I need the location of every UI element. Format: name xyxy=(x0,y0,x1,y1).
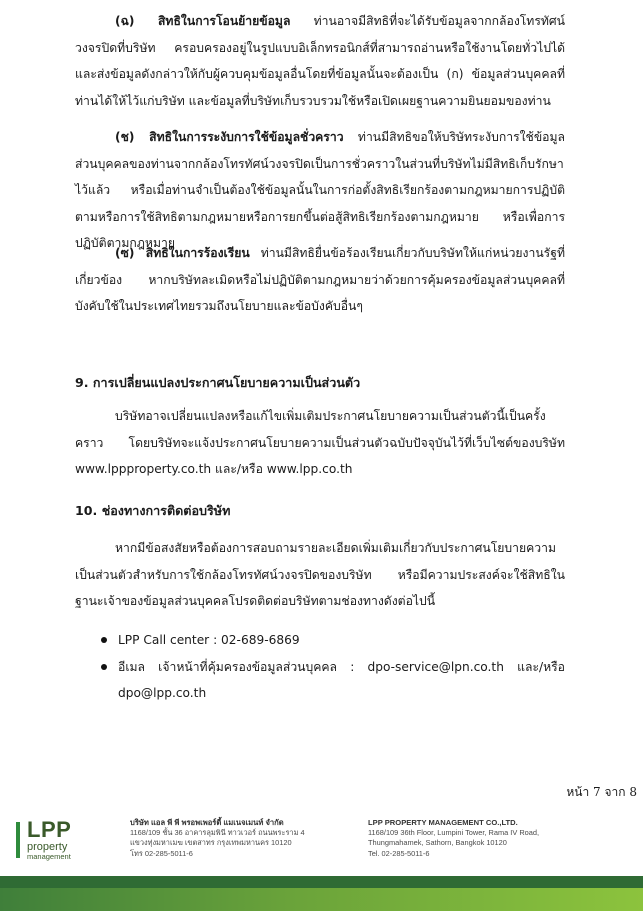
right-restrict-processing-paragraph xyxy=(75,124,565,257)
logo-subtitle: property xyxy=(27,841,68,853)
thai-address-phone: โทร 02-285-5011-6 xyxy=(130,848,193,858)
contact-call-center-text: LPP Call center : 02-689-6869 xyxy=(118,633,300,647)
right-complaint-title: (ซ) สิทธิในการร้องเรียน xyxy=(115,246,250,260)
contact-email xyxy=(75,654,565,707)
logo-bar-icon xyxy=(16,822,20,858)
thai-address-block xyxy=(130,818,345,859)
bullet-icon xyxy=(101,664,107,670)
lpp-logo xyxy=(16,817,111,865)
thai-address-line-2: แขวงทุ่งมหาเมฆ เขตสาทร กรุงเทพมหานคร 10120 xyxy=(130,838,292,848)
thai-company-name: บริษัท แอล พี พี พรอพเพอร์ตี้ แมเนจเมนท์ จำกัด xyxy=(130,818,284,827)
english-address-line-2: Thungmahamek, Sathorn, Bangkok 10120 xyxy=(368,838,507,848)
english-address-block xyxy=(368,818,618,859)
page-number: หน้า 7 จาก 8 xyxy=(566,785,637,799)
english-address-line-1: 1168/109 36th Floor, Lumpini Tower, Rama IV Road, xyxy=(368,828,540,838)
footer-band-light xyxy=(0,888,643,911)
section-9-heading: 9. การเปลี่ยนแปลงประกาศนโยบายความเป็นส่วนตัว xyxy=(75,375,361,390)
logo-wordmark: LPP xyxy=(27,817,72,842)
english-company-name: LPP PROPERTY MANAGEMENT CO.,LTD. xyxy=(368,818,518,827)
contact-list xyxy=(75,627,565,707)
right-data-portability-text: ท่านอาจมีสิทธิที่จะได้รับข้อมูลจากกล้องโทรทัศน์วงจรปิดที่บริษัท ครอบครองอยู่ในรูปแบบอิเล็กทรอนิกส์ที่สามารถอ่านหรือใช้งานโดยทั่วไปได้และส่งข้อมูลดังกล่าวให้กับผู้ควบคุมข้อมูลอื่นโดยที่ข้อมูลนั้นจะต้องเป็น (ก) ข้อมูลส่วนบุคคลที่ท่านได้ให้ไว้แก่บริษัท และข้อมูลที่บริษัทเก็บรวบรวมใช้หรือเปิดเผยฐานความยินยอมของท่าน xyxy=(75,14,565,108)
logo-subtitle-small: management xyxy=(27,852,71,861)
contact-email-text: อีเมล เจ้าหน้าที่คุ้มครองข้อมูลส่วนบุคคล : dpo-service@lpn.co.th และ/หรือ dpo@lpp.co.th xyxy=(118,659,565,700)
right-complaint-text: ท่านมีสิทธิยื่นข้อร้องเรียนเกี่ยวกับบริษัทให้แก่หน่วยงานรัฐที่เกี่ยวข้อง หากบริษัทละเมิดหรือไม่ปฏิบัติตามกฎหมายว่าด้วยการคุ้มครองข้อมูลส่วนบุคคลที่บังคับใช้ในประเทศไทยรวมถึงนโยบายและข้อบังคับอื่นๆ xyxy=(75,246,565,313)
right-data-portability-title: (ฉ) สิทธิในการโอนย้ายข้อมูล xyxy=(115,14,291,28)
contact-call-center xyxy=(75,627,565,654)
section-10-body xyxy=(75,535,565,615)
right-complaint-paragraph xyxy=(75,240,565,320)
right-restrict-processing-title: (ช) สิทธิในการระงับการใช้ข้อมูลชั่วคราว xyxy=(115,130,344,144)
right-restrict-processing-text: ท่านมีสิทธิขอให้บริษัทระงับการใช้ข้อมูลส่วนบุคคลของท่านจากกล้องโทรทัศน์วงจรปิดเป็นการชั่วคราวในส่วนที่บริษัทไม่มีสิทธิเก็บรักษาไว้แล้ว หรือเมื่อท่านจำเป็นต้องใช้ข้อมูลนั้นในการก่อตั้งสิทธิเรียกร้องตามกฎหมายการปฏิบัติตามหรือการใช้สิทธิตามกฎหมายหรือการยกขึ้นต่อสู้สิทธิเรียกร้องตามกฎหมาย หรือเพื่อการปฏิบัติตามกฎหมาย xyxy=(75,130,565,250)
section-10-heading: 10. ช่องทางการติดต่อบริษัท xyxy=(75,503,231,518)
section-9-body xyxy=(75,403,565,483)
english-address-phone: Tel. 02-285-5011-6 xyxy=(368,848,430,858)
thai-address-line-1: 1168/109 ชั้น 36 อาคารลุมพินี ทาวเวอร์ ถนนพระราม 4 xyxy=(130,828,305,838)
right-data-portability-paragraph xyxy=(75,8,565,114)
footer-band-dark xyxy=(0,876,643,888)
section-9-text: บริษัทอาจเปลี่ยนแปลงหรือแก้ไขเพิ่มเติมประกาศนโยบายความเป็นส่วนตัวนี้เป็นครั้งคราว โดยบริษัทจะแจ้งประกาศนโยบายความเป็นส่วนตัวฉบับปัจจุบันไว้ที่เว็บไซต์ของบริษัท www.lppproperty.co.th และ/หรือ www.lpp.co.th xyxy=(75,409,565,476)
bullet-icon xyxy=(101,637,107,643)
section-10-text: หากมีข้อสงสัยหรือต้องการสอบถามรายละเอียดเพิ่มเติมเกี่ยวกับประกาศนโยบายความเป็นส่วนตัวสำหรับการใช้กล้องโทรทัศน์วงจรปิดของบริษัท หรือมีความประสงค์จะใช้สิทธิในฐานะเจ้าของข้อมูลส่วนบุคคลโปรดติดต่อบริษัทตามช่องทางดังต่อไปนี้ xyxy=(75,541,565,608)
